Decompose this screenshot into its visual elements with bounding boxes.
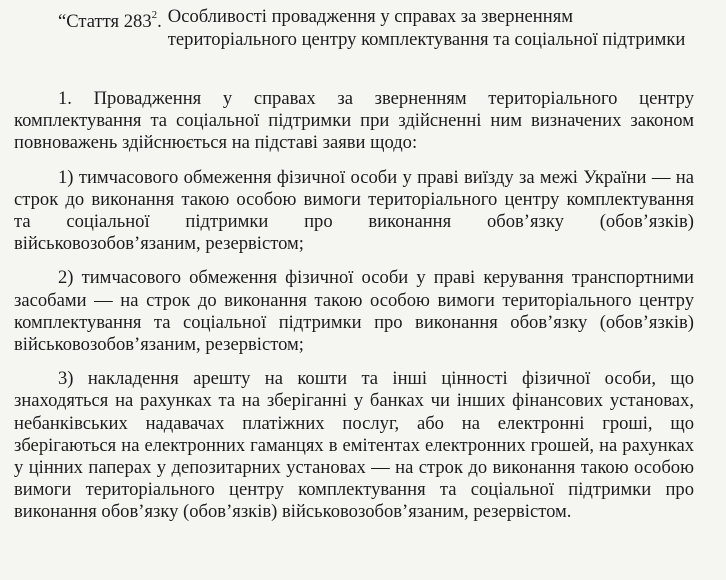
article-title: Особливості провадження у справах за зверненням територіального центру комплектування та соціальної підтримки: [167, 6, 686, 50]
article-heading: [58, 6, 698, 51]
paragraph-item-3: 3) накладення арешту на кошти та інші цінності фізичної особи, що знаходяться на рахунках та на зберіганні у банках чи інших фінансових установах, небанківських надавачах платіжних послуг, або на електронні гроші, що зберігаються на електронних гаманцях в емітентах електронних грошей, на рахунках у цінних паперах у депозитарних установах — на строк до виконання такою особою вимоги територіального центру комплектування та соціальної підтримки про виконання обов’язку (обов’язків) військовозобов’язаним, резервістом.: [14, 368, 694, 523]
paragraph-1: 1. Провадження у справах за зверненням територіального центру комплектування та соціальної підтримки при здійсненні ним визначених законом повноважень здійснюється на підставі заяви щодо:: [14, 88, 694, 154]
article-label-suffix: .: [157, 11, 162, 33]
article-label-prefix: “Стаття 283: [58, 11, 152, 33]
article-body: [14, 88, 694, 536]
paragraph-item-1: 1) тимчасового обмеження фізичної особи у праві виїзду за межі України — на строк до виконання такою особою вимоги територіального центру комплектування та соціальної підтримки про виконання обов’язку (обов’язків) військовозобов’язаним, резервістом;: [14, 166, 694, 255]
paragraph-item-2: 2) тимчасового обмеження фізичної особи у праві керування транспортними засобами — на строк до виконання такою особою вимоги територіального центру комплектування та соціальної підтримки про виконання обов’язку (обов’язків) військовозобов’язаним, резервістом;: [14, 267, 694, 356]
article-label: [58, 6, 168, 51]
article-label-superscript: 2: [151, 9, 158, 21]
